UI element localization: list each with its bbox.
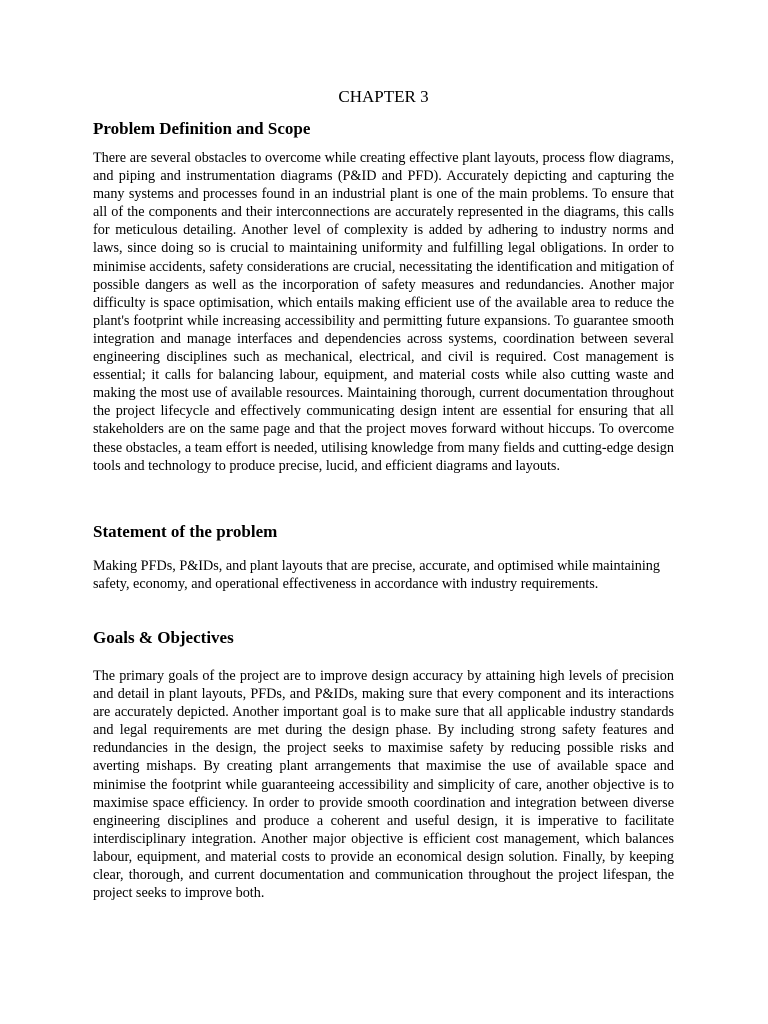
section-body-scope: There are several obstacles to overcome while creating effective plant layouts, process flow diagrams, and piping and instrumentation diagrams (P&ID and PFD). Accurately depicting and capturing the many systems and processes found in an industrial plant is one of the main problems. To ensure that all of the components and their interconnections are accurately represented in the diagrams, this calls for meticulous detailing. Another level of complexity is added by adhering to industry norms and laws, since doing so is crucial to maintaining uniformity and fulfilling legal obligations. In order to minimise accidents, safety considerations are crucial, necessitating the identification and mitigation of possible dangers as well as the incorporation of safety measures and redundancies. Another major difficulty is space optimisation, which entails making efficient use of the available area to reduce the plant's footprint while increasing accessibility and permitting future expansions. To guarantee smooth integration and manage interfaces and dependencies across systems, coordination between several engineering disciplines such as mechanical, electrical, and civil is required. Cost management is essential; it calls for balancing labour, equipment, and material costs while also cutting waste and making the most use of available resources. Maintaining thorough, current documentation throughout the project lifecycle and effectively communicating design intent are essential for ensuring that all stakeholders are on the same page and that the project moves forward without hiccups. To overcome these obstacles, a team effort is needed, utilising knowledge from many fields and cutting-edge design tools and technology to produce precise, lucid, and efficient diagrams and layouts. — [93, 150, 674, 474]
section-heading-goals: Goals & Objectives — [93, 628, 234, 647]
section-body-statement: Making PFDs, P&IDs, and plant layouts that are precise, accurate, and optimised while maintaining safety, economy, and operational effectiveness in accordance with industry requirements. — [93, 558, 660, 593]
section-body-goals: The primary goals of the project are to improve design accuracy by attaining high levels of precision and detail in plant layouts, PFDs, and P&IDs, making sure that every component and its interactions are accurately depicted. Another important goal is to make sure that all applicable industry standards and legal requirements are met during the design phase. By including strong safety features and redundancies in the design, the project seeks to maximise safety by reducing possible risks and averting mishaps. By creating plant arrangements that maximise the use of available space and minimise the footprint while guaranteeing accessibility and simplicity of care, another objective is to maximise space efficiency. In order to provide smooth coordination and integration between diverse engineering disciplines and produce a coherent and useful design, it is imperative to facilitate interdisciplinary integration. Another major objective is efficient cost management, which balances labour, equipment, and material costs to provide an economical design solution. Finally, by keeping clear, thorough, and current documentation and communication throughout the project lifespan, the project seeks to improve both. — [93, 668, 674, 902]
section-heading-statement: Statement of the problem — [93, 522, 278, 541]
section-heading-scope: Problem Definition and Scope — [93, 119, 311, 138]
chapter-title: CHAPTER 3 — [338, 87, 429, 106]
